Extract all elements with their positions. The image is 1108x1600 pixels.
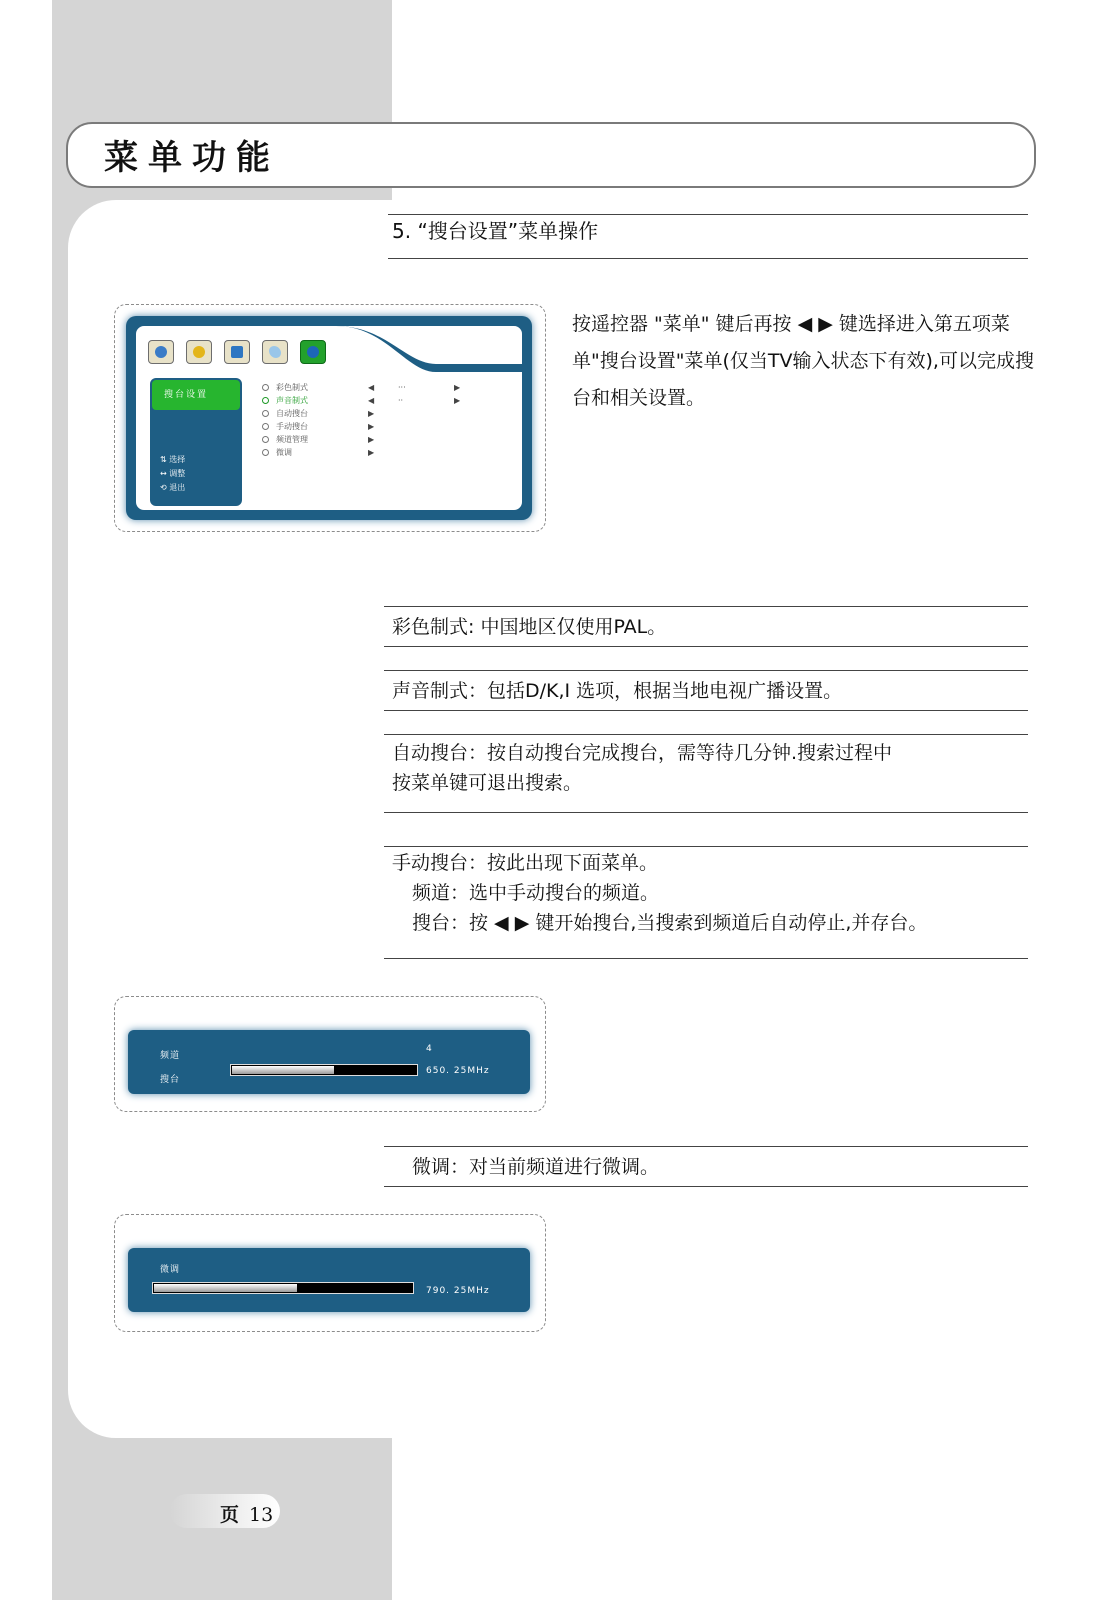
right-arrow-icon: ▶ xyxy=(454,383,461,392)
manual-search-op-text: 搜台：按 ◀ ▶ 键开始搜台,当搜索到频道后自动停止,并存台。 xyxy=(412,912,928,934)
page-title: 菜单功能 xyxy=(104,138,280,178)
osd-sidebar xyxy=(150,378,242,506)
osd-sidebar-title: 搜台设置 xyxy=(152,380,240,410)
right-arrow-icon: ▶ xyxy=(454,396,461,405)
osd-item-color-system: 彩色制式 xyxy=(262,382,308,394)
fine-tune-text: 微调：对当前频道进行微调。 xyxy=(412,1156,660,1178)
auto-search-text-2: 按菜单键可退出搜索。 xyxy=(392,772,583,794)
picture-icon xyxy=(148,340,174,364)
right-arrow-icon: ▶ xyxy=(368,422,375,431)
channel-search-icon xyxy=(300,340,326,364)
function-icon xyxy=(262,340,288,364)
divider xyxy=(388,258,1028,259)
sound-system-text: 声音制式：包括D/K,I 选项，根据当地电视广播设置。 xyxy=(392,680,843,702)
osd-value: ·· xyxy=(398,396,404,405)
osd-hint-adjust: ↔ 调整 xyxy=(160,469,186,478)
osd-item-sound-system: 声音制式 xyxy=(262,395,308,407)
fine-tune-osd xyxy=(128,1248,530,1312)
color-system-text: 彩色制式: 中国地区仅使用PAL。 xyxy=(392,616,667,638)
divider xyxy=(384,606,1028,607)
search-progress-fill xyxy=(232,1066,334,1074)
osd-search-label: 搜台 xyxy=(160,1075,181,1085)
osd-fine-label: 微调 xyxy=(160,1265,181,1275)
osd-value: ··· xyxy=(398,383,406,392)
osd-item-fine-tune: 微调 xyxy=(262,447,292,459)
divider xyxy=(384,958,1028,959)
intro-paragraph: 按遥控器 "菜单" 键后再按 ◀ ▶ 键选择进入第五项菜单"搜台设置"菜单(仅当TV输入状态下有效),可以完成搜台和相关设置。 xyxy=(572,313,1034,409)
osd-hint-exit: ⟲ 退出 xyxy=(160,483,186,492)
osd-item-channel-manage: 频道管理 xyxy=(262,434,308,446)
divider xyxy=(384,734,1028,735)
divider xyxy=(384,1146,1028,1147)
search-progress-bar xyxy=(230,1064,418,1076)
divider xyxy=(384,1186,1028,1187)
osd-menu-screenshot xyxy=(126,316,532,520)
divider xyxy=(388,214,1028,215)
left-arrow-icon: ◀ xyxy=(368,396,375,405)
divider xyxy=(384,710,1028,711)
manual-search-osd xyxy=(128,1030,530,1094)
right-arrow-icon: ▶ xyxy=(368,409,375,418)
divider xyxy=(384,846,1028,847)
auto-search-text-1: 自动搜台：按自动搜台完成搜台，需等待几分钟.搜索过程中 xyxy=(392,742,893,764)
divider xyxy=(384,646,1028,647)
right-arrow-icon: ▶ xyxy=(368,448,375,457)
osd-frequency: 650. 25MHz xyxy=(426,1066,490,1076)
osd-item-auto-search: 自动搜台 xyxy=(262,408,308,420)
fine-tune-fill xyxy=(154,1284,297,1292)
right-arrow-icon: ▶ xyxy=(368,435,375,444)
osd-hint-select: ⇅ 选择 xyxy=(160,455,186,464)
manual-search-text: 手动搜台：按此出现下面菜单。 xyxy=(392,852,659,874)
osd-channel-value: 4 xyxy=(426,1044,433,1054)
settings-icon xyxy=(224,340,250,364)
divider xyxy=(384,670,1028,671)
osd-fine-frequency: 790. 25MHz xyxy=(426,1286,490,1296)
section-heading: 5. “搜台设置”菜单操作 xyxy=(392,219,599,243)
divider xyxy=(384,812,1028,813)
sound-icon xyxy=(186,340,212,364)
manual-channel-text: 频道：选中手动搜台的频道。 xyxy=(412,882,660,904)
page-number: 页 13 xyxy=(220,1504,274,1526)
fine-tune-bar xyxy=(152,1282,414,1294)
osd-channel-label: 频道 xyxy=(160,1051,181,1061)
left-arrow-icon: ◀ xyxy=(368,383,375,392)
osd-item-manual-search: 手动搜台 xyxy=(262,421,308,433)
